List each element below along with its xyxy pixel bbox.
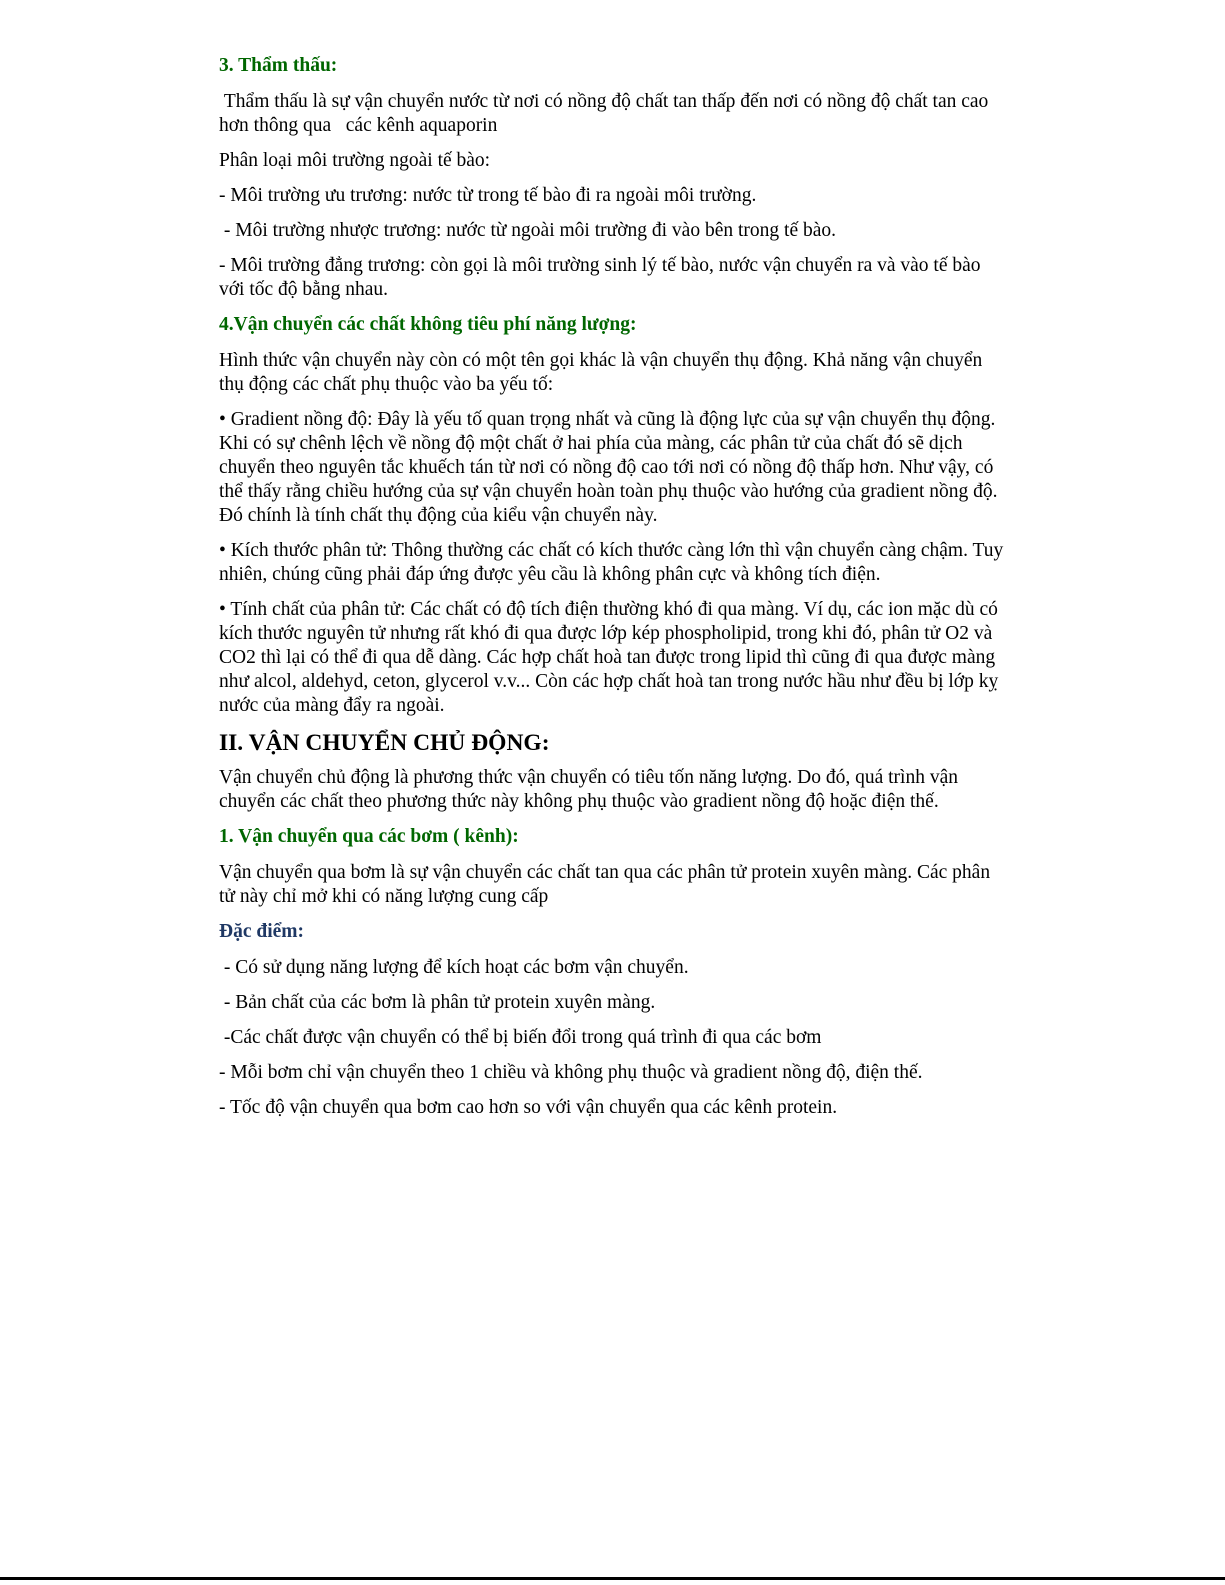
paragraph: - Môi trường nhược trương: nước từ ngoài môi trường đi vào bên trong tế bào. — [219, 220, 837, 241]
paragraph: • Gradient nồng độ: Đây là yếu tố quan trọng nhất và cũng là động lực của sự vận chuyển thụ động. Khi có sự chênh lệch về nồng độ một chất ở hai phía của màng, các phân tử của chất đó sẽ dịch chuyển theo nguyên tắc khuếch tán từ nơi có nồng độ cao tới nơi có nồng độ thấp hơn. Như vậy, có thể thấy rằng chiều hướng của sự vận chuyển hoàn toàn phụ thuộc vào hướng của gradient nồng độ. Đó chính là tính chất thụ động của kiểu vận chuyển này. — [219, 409, 998, 526]
paragraph: - Môi trường đẳng trương: còn gọi là môi trường sinh lý tế bào, nước vận chuyển ra và vào tế bào với tốc độ bằng nhau. — [219, 255, 981, 300]
paragraph: • Kích thước phân tử: Thông thường các chất có kích thước càng lớn thì vận chuyển càng chậm. Tuy nhiên, chúng cũng phải đáp ứng được yêu cầu là không phân cực và không tích điện. — [219, 540, 1004, 585]
feature-item: - Tốc độ vận chuyển qua bơm cao hơn so với vận chuyển qua các kênh protein. — [219, 1097, 838, 1118]
section-heading-osmosis: 3. Thẩm thấu: — [219, 55, 338, 76]
feature-item: -Các chất được vận chuyển có thể bị biến đổi trong quá trình đi qua các bơm — [219, 1027, 822, 1048]
chapter-heading-active-transport: II. VẬN CHUYỂN CHỦ ĐỘNG: — [219, 730, 550, 756]
feature-item: - Mỗi bơm chỉ vận chuyển theo 1 chiều và không phụ thuộc và gradient nồng độ, điện thế. — [219, 1062, 923, 1083]
features-heading: Đặc điểm: — [219, 921, 305, 942]
paragraph: Thẩm thấu là sự vận chuyển nước từ nơi có nồng độ chất tan thấp đến nơi có nồng độ chất tan cao hơn thông qua các kênh aquaporin — [219, 91, 994, 136]
page-bottom-border — [0, 1577, 1225, 1580]
paragraph: Vận chuyển qua bơm là sự vận chuyển các chất tan qua các phân tử protein xuyên màng. Các phân tử này chỉ mở khi có năng lượng cung cấp — [219, 862, 991, 907]
paragraph: • Tính chất của phân tử: Các chất có độ tích điện thường khó đi qua màng. Ví dụ, các ion mặc dù có kích thước nguyên tử nhưng rất khó đi qua được lớp kép phospholipid, trong khi đó, phân tử O2 và CO2 thì lại có thể đi qua dễ dàng. Các hợp chất hoà tan được trong lipid thì cũng đi qua được màng như alcol, aldehyd, ceton, glycerol v.v... Còn các hợp chất hoà tan trong nước hầu như đều bị lớp kỵ nước của màng đẩy ra ngoài. — [219, 599, 999, 716]
paragraph: Phân loại môi trường ngoài tế bào: — [219, 150, 491, 171]
document-content — [219, 54, 1009, 1131]
paragraph: - Môi trường ưu trương: nước từ trong tế bào đi ra ngoài môi trường. — [219, 185, 757, 206]
paragraph: Vận chuyển chủ động là phương thức vận chuyển có tiêu tốn năng lượng. Do đó, quá trình vận chuyển các chất theo phương thức này không phụ thuộc vào gradient nồng độ hoặc điện thế. — [219, 767, 959, 812]
paragraph: Hình thức vận chuyển này còn có một tên gọi khác là vận chuyển thụ động. Khả năng vận chuyển thụ động các chất phụ thuộc vào ba yếu tố: — [219, 350, 983, 395]
section-heading-pump-transport: 1. Vận chuyển qua các bơm ( kênh): — [219, 826, 519, 847]
feature-item: - Bản chất của các bơm là phân tử protein xuyên màng. — [219, 992, 656, 1013]
section-heading-passive-transport: 4.Vận chuyển các chất không tiêu phí năng lượng: — [219, 314, 637, 335]
feature-item: - Có sử dụng năng lượng để kích hoạt các bơm vận chuyển. — [219, 957, 689, 978]
